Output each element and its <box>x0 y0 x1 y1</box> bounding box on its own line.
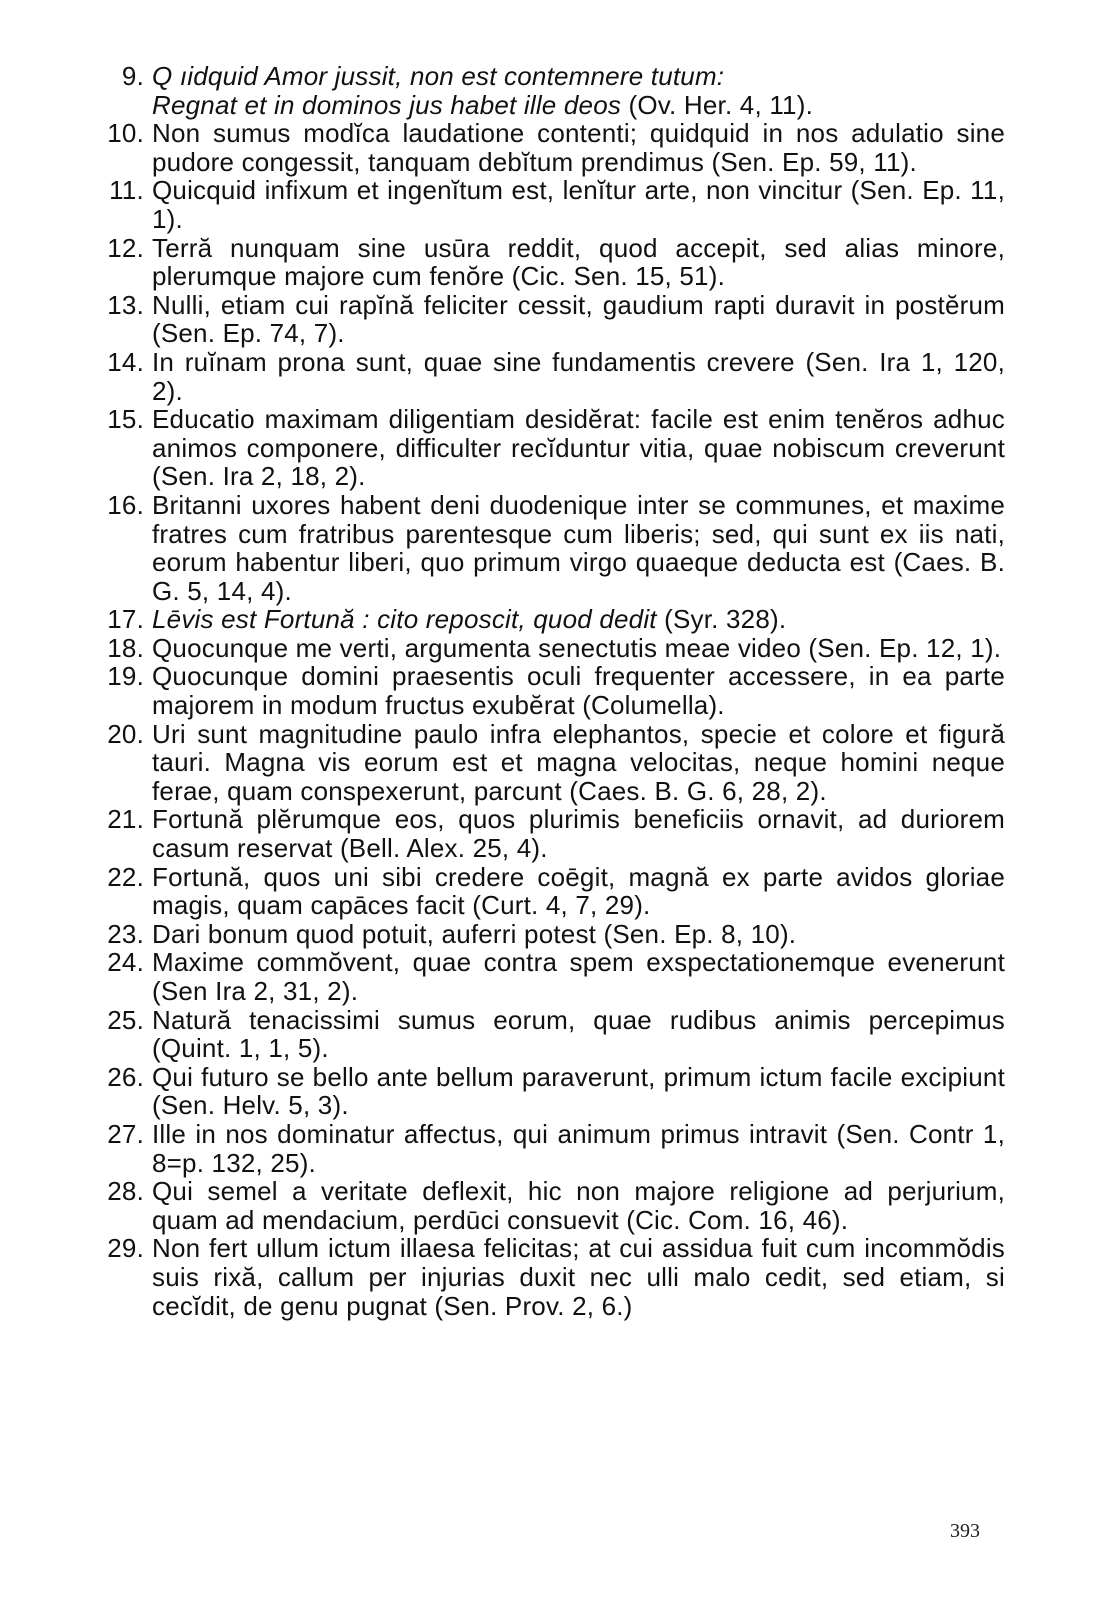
sentence-text <box>152 1233 1005 1320</box>
sentence-number: 15. <box>107 404 144 435</box>
sentence-text <box>152 233 1005 292</box>
sentence-item <box>100 605 1005 634</box>
sentence-number: 27. <box>107 1118 144 1149</box>
text-fragment: Educatio maximam diligentiam desidĕrat: facile est enim tenĕros adhuc animos componere, difficulter recĭduntur vitia, quae nobiscum creverunt (Sen. Ira 2, 18, 2). <box>152 404 1005 492</box>
sentence-item <box>100 1177 1005 1234</box>
text-fragment: (Ov. Her. 4, 11). <box>621 89 813 120</box>
sentence-text <box>152 1119 1005 1178</box>
sentence-item <box>100 634 1005 663</box>
text-fragment: Uri sunt magnitudine paulo infra elephantos, specie et colore et figură tauri. Magna vis eorum est et magna velocitas, neque homini neque ferae, quam conspexerunt, parcunt (Caes. B. G. 6, 28, 2). <box>152 718 1005 806</box>
sentence-number: 26. <box>107 1061 144 1092</box>
sentence-number: 28. <box>107 1176 144 1207</box>
sentence-item <box>100 720 1005 806</box>
sentence-number: 23. <box>107 918 144 949</box>
text-fragment: Fortună plĕrumque eos, quos plurimis beneficiis ornavit, ad duriorem casum reservat (Bell. Alex. 25, 4). <box>152 804 1005 864</box>
sentence-list <box>100 62 1005 1320</box>
sentence-text <box>152 1062 1005 1121</box>
text-fragment: Britanni uxores habent deni duodenique inter se communes, et maxime fratres cum fratribus parentesque cum liberis; sed, qui sunt ex iis nati, eorum habentur liberi, quo primum virgo quaeque deducta est (Caes. B. G. 5, 14, 4). <box>152 489 1005 606</box>
sentence-item <box>100 863 1005 920</box>
sentence-item <box>100 662 1005 719</box>
text-fragment: Terră nunquam sine usūra reddit, quod accepit, sed alias minore, plerumque majore cum fenŏre (Cic. Sen. 15, 51). <box>152 232 1005 292</box>
text-fragment: Qui semel a veritate deflexit, hic non majore religione ad perjurium, quam ad mendacium, perdūci consuevit (Cic. Com. 16, 46). <box>152 1176 1005 1235</box>
sentence-text <box>152 633 1001 663</box>
sentence-text <box>152 1005 1005 1064</box>
sentence-text <box>152 862 1005 921</box>
sentence-item <box>100 1006 1005 1063</box>
sentence-number: 13. <box>107 289 144 320</box>
text-fragment: (Syr. 328). <box>656 604 787 635</box>
sentence-item <box>100 920 1005 949</box>
sentence-number: 16. <box>107 489 144 520</box>
italic-fragment: Regnat et in dominos jus habet ille deos <box>152 89 622 120</box>
sentence-text <box>152 719 1005 806</box>
text-fragment: Quocunque me verti, argumenta senectutis meae video (Sen. Ep. 12, 1). <box>152 632 1002 663</box>
text-fragment: In ruĭnam prona sunt, quae sine fundamentis crevere (Sen. Ira 1, 120, 2). <box>152 346 1005 406</box>
sentence-item <box>100 62 1005 119</box>
sentence-item <box>100 1063 1005 1120</box>
sentence-item <box>100 948 1005 1005</box>
sentence-number: 22. <box>107 861 144 892</box>
sentence-text <box>152 604 786 634</box>
page-number: 393 <box>950 1520 980 1542</box>
sentence-text <box>152 175 1005 234</box>
text-fragment: Fortună, quos uni sibi credere coēgit, magnă ex parte avidos gloriae magis, quam capāces facit (Curt. 4, 7, 29). <box>152 861 1005 921</box>
sentence-item <box>100 348 1005 405</box>
sentence-number: 19. <box>107 661 144 692</box>
sentence-number: 29. <box>107 1233 144 1264</box>
italic-fragment: Q ıidquid Amor jussit, non est contemnere tutum: <box>152 61 725 91</box>
sentence-number: 14. <box>107 346 144 377</box>
sentence-number: 20. <box>107 718 144 749</box>
sentence-text <box>152 61 813 120</box>
text-fragment: Non sumus modĭca laudatione contenti; quidquid in nos adulatio sine pudore congessit, tanquam debĭtum prendimus (Sen. Ep. 59, 11). <box>152 118 1005 177</box>
text-fragment: Non fert ullum ictum illaesa felicitas; at cui assidua fuit cum incommŏdis suis rixă, callum per injurias duxit nec ulli malo cedit, sed etiam, si cecĭdit, de genu pugnat (Sen. Prov. 2, 6.) <box>152 1233 1005 1321</box>
sentence-item <box>100 291 1005 348</box>
sentence-item <box>100 119 1005 176</box>
sentence-text <box>152 919 796 949</box>
sentence-number: 21. <box>107 804 144 835</box>
sentence-number: 18. <box>107 632 144 663</box>
sentence-text <box>152 1176 1005 1235</box>
text-fragment: Nulli, etiam cui rapĭnă feliciter cessit, gaudium rapti duravit in postĕrum (Sen. Ep. 74, 7). <box>152 289 1005 349</box>
sentence-text <box>152 290 1005 349</box>
text-fragment: Qui futuro se bello ante bellum paraverunt, primum ictum facile excipiunt (Sen. Helv. 5, 3). <box>152 1061 1005 1121</box>
text-fragment: Dari bonum quod potuit, auferri potest (Sen. Ep. 8, 10). <box>152 918 797 949</box>
italic-fragment: Lēvis est Fortună : cito reposcit, quod dedit <box>152 604 657 635</box>
text-fragment: Natură tenacissimi sumus eorum, quae rudibus animis percepimus (Quint. 1, 1, 5). <box>152 1004 1005 1064</box>
sentence-number: 25. <box>107 1004 144 1035</box>
sentence-item <box>100 405 1005 491</box>
sentence-item <box>100 805 1005 862</box>
sentence-text <box>152 947 1005 1006</box>
sentence-text <box>152 661 1005 720</box>
sentence-item <box>100 234 1005 291</box>
sentence-text <box>152 804 1005 863</box>
text-fragment: Quocunque domini praesentis oculi frequenter accessere, in ea parte majorem in modum fructus exubĕrat (Columella). <box>152 661 1005 721</box>
text-fragment: Ille in nos dominatur affectus, qui animum primus intravit (Sen. Contr 1, 8=p. 132, 25). <box>152 1118 1005 1178</box>
sentence-item <box>100 1234 1005 1320</box>
sentence-text <box>152 490 1005 606</box>
sentence-number: 12. <box>107 232 144 263</box>
sentence-item <box>100 491 1005 605</box>
sentence-number: 11. <box>109 175 144 206</box>
sentence-item <box>100 1120 1005 1177</box>
sentence-text <box>152 347 1005 406</box>
sentence-number: 17. <box>107 604 144 635</box>
sentence-number: 10. <box>107 118 144 149</box>
sentence-text <box>152 404 1005 491</box>
sentence-number: 24. <box>107 947 144 978</box>
sentence-item <box>100 176 1005 233</box>
text-fragment: Maxime commŏvent, quae contra spem exspectationemque evenerunt (Sen Ira 2, 31, 2). <box>152 947 1005 1006</box>
sentence-number: 9. <box>121 61 144 91</box>
text-fragment: Quicquid infixum et ingenĭtum est, lenĭtur arte, non vincitur (Sen. Ep. 11, 1). <box>152 175 1005 234</box>
sentence-text <box>152 118 1005 177</box>
